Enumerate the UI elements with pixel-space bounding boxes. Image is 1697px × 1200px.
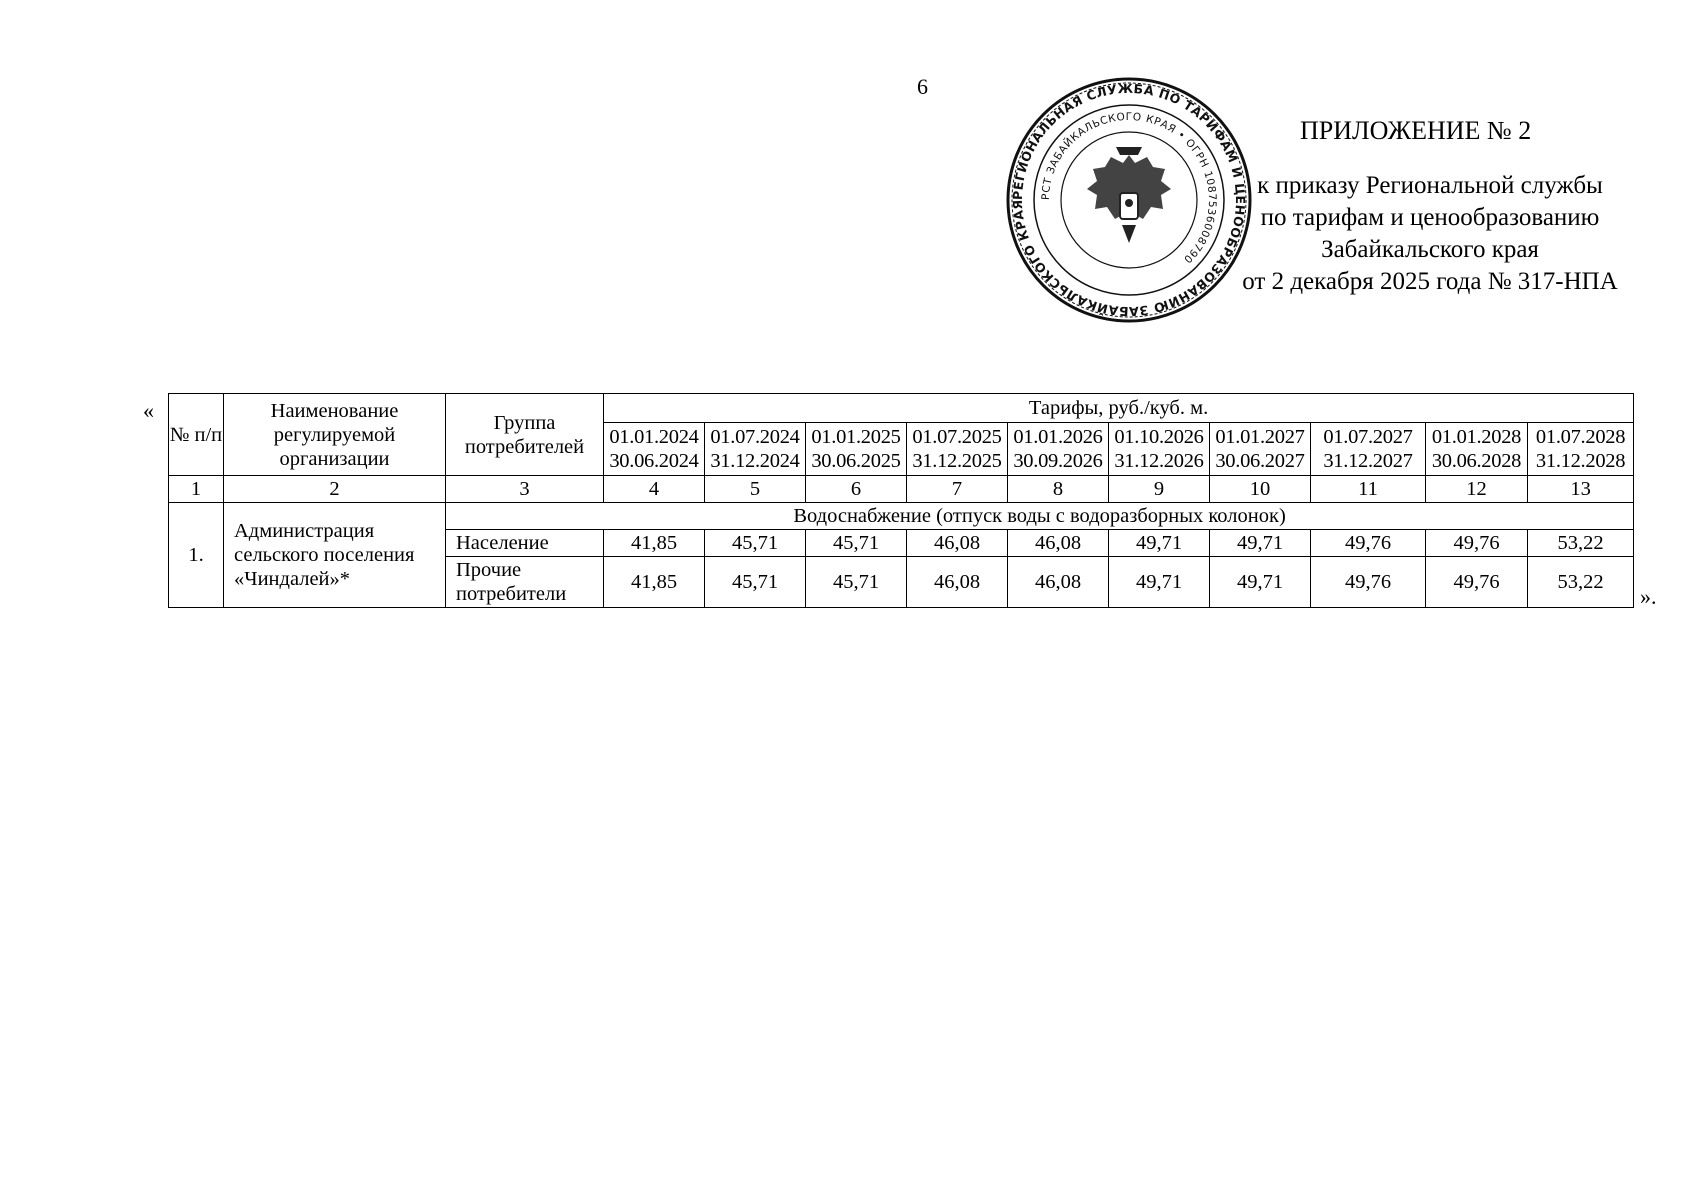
order-line: от 2 декабря 2025 года № 317-НПА (1242, 268, 1618, 295)
period-header: 01.07.2028 31.12.2028 (1528, 423, 1634, 476)
svg-text:РСТ ЗАБАЙКАЛЬСКОГО КРАЯ • ОГРН: РСТ ЗАБАЙКАЛЬСКОГО КРАЯ • ОГРН 1087536008790 (1039, 110, 1219, 266)
period-header: 01.01.2028 30.06.2028 (1426, 423, 1528, 476)
tariff-value: 53,22 (1528, 557, 1634, 608)
tariff-value: 49,76 (1426, 557, 1528, 608)
consumer-group: Население (446, 530, 604, 557)
column-number: 5 (705, 476, 806, 503)
column-number: 10 (1210, 476, 1311, 503)
column-number: 2 (224, 476, 446, 503)
tariff-value: 49,71 (1210, 557, 1311, 608)
consumer-group: Прочие потребители (446, 557, 604, 608)
period-header: 01.01.2027 30.06.2027 (1210, 423, 1311, 476)
tariff-value: 49,76 (1311, 557, 1426, 608)
appendix-title: ПРИЛОЖЕНИЕ № 2 (1300, 116, 1532, 145)
column-number: 7 (907, 476, 1008, 503)
tariff-value: 46,08 (907, 557, 1008, 608)
column-number: 11 (1311, 476, 1426, 503)
tariff-value: 41,85 (604, 557, 705, 608)
header-consumer-group: Группа потребителей (446, 394, 604, 476)
header-organization: Наименование регулируемой организации (224, 394, 446, 476)
period-header: 01.07.2024 31.12.2024 (705, 423, 806, 476)
column-number: 13 (1528, 476, 1634, 503)
tariff-value: 45,71 (705, 530, 806, 557)
official-seal-stamp (1004, 75, 1254, 325)
period-header: 01.01.2026 30.09.2026 (1008, 423, 1109, 476)
column-number: 6 (806, 476, 907, 503)
coat-of-arms-emblem (1087, 147, 1171, 243)
order-line: к приказу Региональной службы (1257, 172, 1603, 199)
tariff-value: 49,71 (1109, 530, 1210, 557)
tariff-value: 46,08 (1008, 530, 1109, 557)
column-number: 4 (604, 476, 705, 503)
column-number: 9 (1109, 476, 1210, 503)
order-reference (1220, 170, 1640, 298)
period-header: 01.01.2025 30.06.2025 (806, 423, 907, 476)
svg-text:РЕГИОНАЛЬНАЯ СЛУЖБА ПО ТАРИФАМ: РЕГИОНАЛЬНАЯ СЛУЖБА ПО ТАРИФАМ И ЦЕНООБРАЗОВАНИЮ ЗАБАЙКАЛЬСКОГО КРАЯ (1009, 80, 1249, 320)
tariff-value: 49,76 (1426, 530, 1528, 557)
header-tariffs: Тарифы, руб./куб. м. (604, 394, 1634, 423)
closing-quote: ». (1640, 584, 1657, 609)
column-number: 1 (169, 476, 224, 503)
tariff-value: 49,76 (1311, 530, 1426, 557)
column-number: 12 (1426, 476, 1528, 503)
order-line: Забайкальского края (1321, 236, 1539, 263)
period-header: 01.10.2026 31.12.2026 (1109, 423, 1210, 476)
tariff-value: 46,08 (907, 530, 1008, 557)
tariff-value: 45,71 (705, 557, 806, 608)
tariff-value: 45,71 (806, 557, 907, 608)
tariff-value: 45,71 (806, 530, 907, 557)
period-header: 01.01.2024 30.06.2024 (604, 423, 705, 476)
period-header: 01.07.2025 31.12.2025 (907, 423, 1008, 476)
tariff-value: 41,85 (604, 530, 705, 557)
tariff-value: 53,22 (1528, 530, 1634, 557)
page-number: 6 (917, 74, 928, 99)
row-number: 1. (169, 503, 224, 608)
column-number: 8 (1008, 476, 1109, 503)
header-number: № п/п (169, 394, 224, 476)
tariff-table (168, 393, 1634, 608)
organization-name: Администрация сельского поселения «Чиндалей»* (224, 503, 446, 608)
service-type: Водоснабжение (отпуск воды с водоразборных колонок) (446, 503, 1634, 530)
tariff-value: 46,08 (1008, 557, 1109, 608)
order-line: по тарифам и ценообразованию (1260, 204, 1600, 231)
column-number-row (169, 476, 1634, 503)
tariff-value: 49,71 (1109, 557, 1210, 608)
column-number: 3 (446, 476, 604, 503)
period-header: 01.07.2027 31.12.2027 (1311, 423, 1426, 476)
opening-quote: « (143, 398, 154, 423)
tariff-value: 49,71 (1210, 530, 1311, 557)
